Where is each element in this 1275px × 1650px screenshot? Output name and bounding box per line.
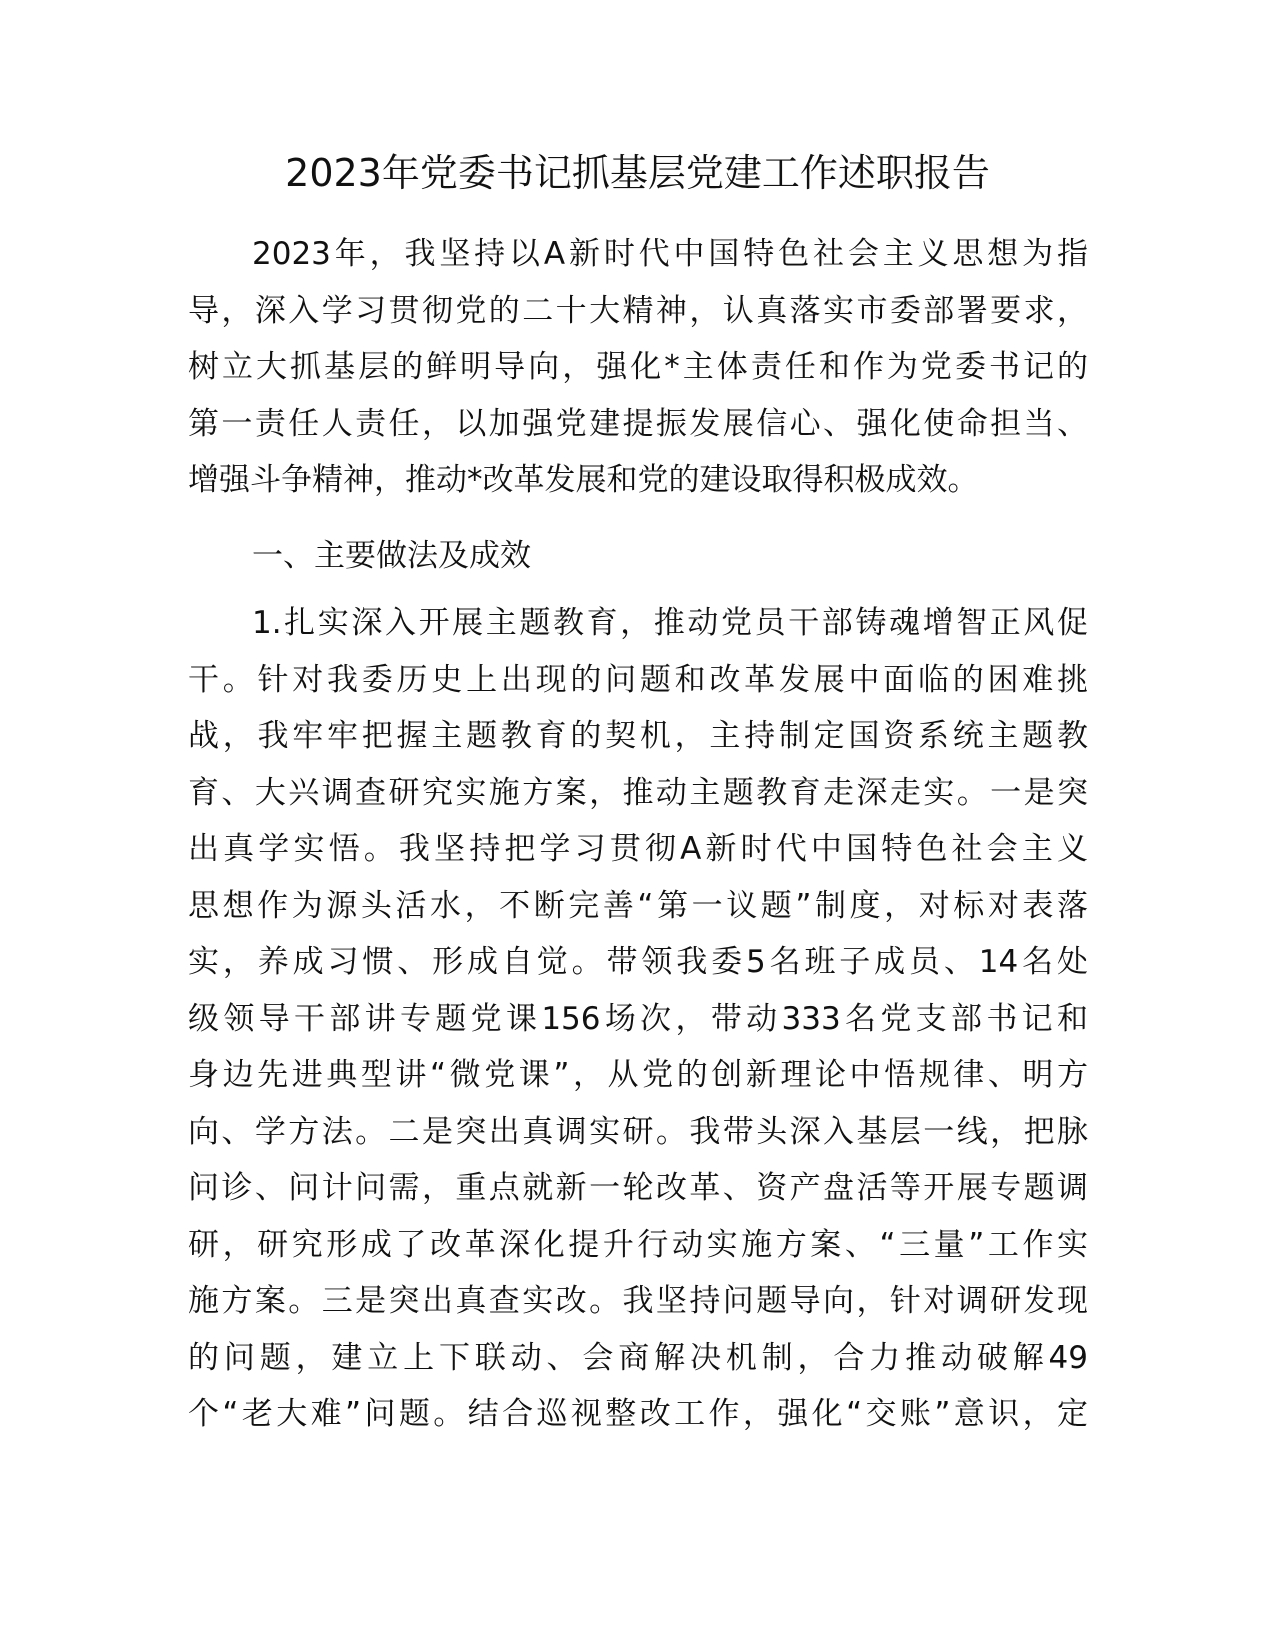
intro-paragraph	[188, 226, 1088, 509]
paragraph-line: 个“老大难”问题。结合巡视整改工作，强化“交账”意识，定	[188, 1396, 1088, 1432]
paragraph-line: 施方案。三是突出真查实改。我坚持问题导向，针对调研发现	[188, 1283, 1088, 1319]
paragraph-line: 育、大兴调查研究实施方案，推动主题教育走深走实。一是突	[188, 774, 1088, 811]
paragraph-line: 级领导干部讲专题党课156场次，带动333名党支部书记和	[188, 1000, 1088, 1037]
paragraph-line: 研，研究形成了改革深化提升行动实施方案、“三量”工作实	[188, 1226, 1088, 1263]
section-heading-text: 一、主要做法及成效	[252, 538, 531, 574]
paragraph-line: 2023年，我坚持以A新时代中国特色社会主义思想为指	[252, 236, 1088, 272]
paragraph-line: 增强斗争精神，推动*改革发展和党的建设取得积极成效。	[188, 462, 979, 498]
paragraph-line: 战，我牢牢把握主题教育的契机，主持制定国资系统主题教	[188, 718, 1088, 754]
paragraph-line: 树立大抓基层的鲜明导向，强化*主体责任和作为党委书记的	[188, 349, 1088, 385]
section-paragraph	[188, 595, 1088, 1443]
paragraph-line: 的问题，建立上下联动、会商解决机制，合力推动破解49	[188, 1339, 1088, 1376]
paragraph-line: 出真学实悟。我坚持把学习贯彻A新时代中国特色社会主义	[188, 831, 1088, 867]
paragraph-line: 问诊、问计问需，重点就新一轮改革、资产盘活等开展专题调	[188, 1170, 1088, 1206]
paragraph-line: 思想作为源头活水，不断完善“第一议题”制度，对标对表落	[188, 887, 1088, 924]
paragraph-line: 第一责任人责任，以加强党建提振发展信心、强化使命担当、	[188, 405, 1088, 442]
paragraph-line: 身边先进典型讲“微党课”，从党的创新理论中悟规律、明方	[188, 1057, 1088, 1093]
paragraph-line: 干。针对我委历史上出现的问题和改革发展中面临的困难挑	[188, 661, 1088, 698]
paragraph-line: 1.扎实深入开展主题教育，推动党员干部铸魂增智正风促	[252, 605, 1088, 641]
paragraph-line: 向、学方法。二是突出真调实研。我带头深入基层一线，把脉	[188, 1113, 1088, 1150]
paragraph-line: 实，养成习惯、形成自觉。带领我委5名班子成员、14名处	[188, 944, 1088, 980]
section-heading	[188, 528, 1088, 585]
document-title: 2023年党委书记抓基层党建工作述职报告	[285, 151, 990, 195]
paragraph-line: 导，深入学习贯彻党的二十大精神，认真落实市委部署要求，	[188, 292, 1088, 329]
